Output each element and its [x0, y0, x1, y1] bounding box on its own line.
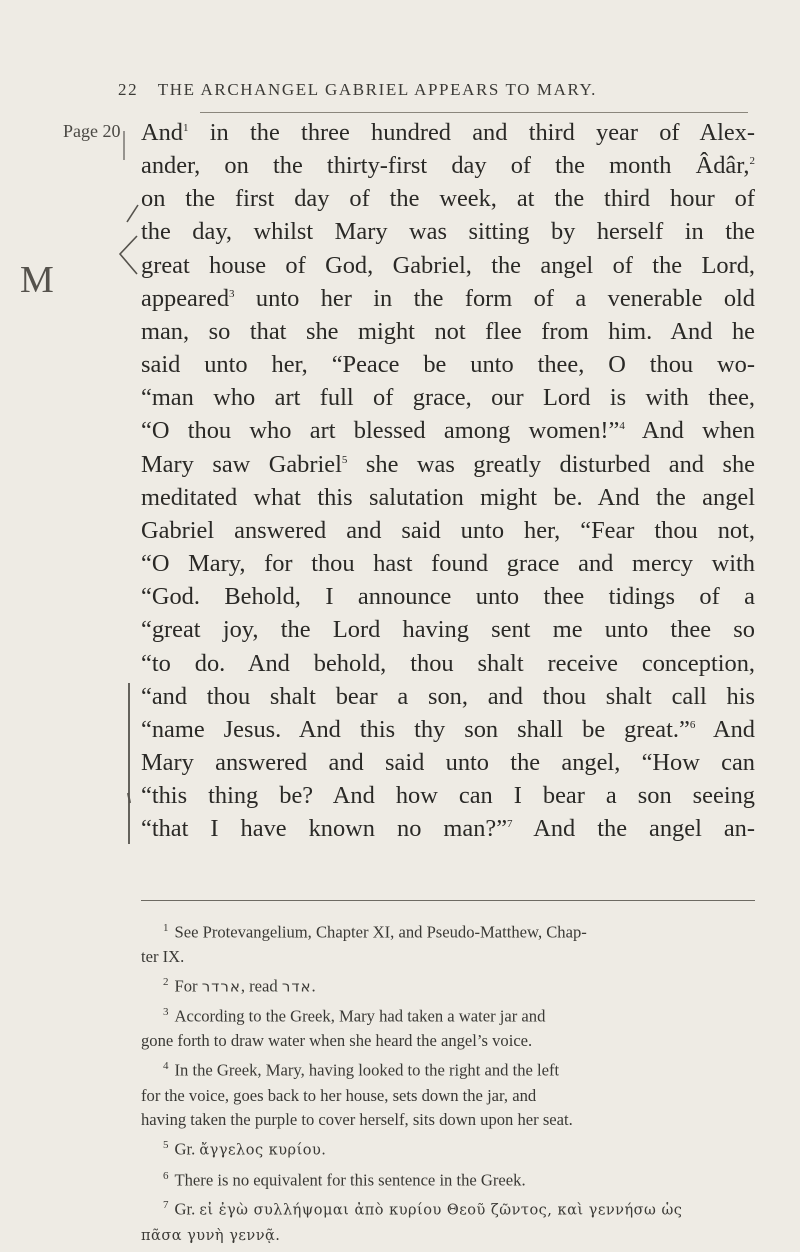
text-line: And$^1$ in the three hundred and third year of Alex- [141, 119, 755, 146]
text-line: “God. Behold, I announce unto thee tidings of a [141, 583, 755, 611]
text-line: “O thou who art blessed among women!”$^4$ And when [141, 417, 755, 445]
footnote-continuation: ter IX. [141, 947, 185, 967]
text-line: “to do. And behold, thou shalt receive conception, [141, 649, 755, 677]
text-line: “and thou shalt bear a son, and thou shalt call his [141, 682, 755, 710]
text-line: “this thing be? And how can I bear a son seeing [141, 782, 755, 810]
running-title: THE ARCHANGEL GABRIEL APPEARS TO MARY. [157, 80, 598, 99]
text-line: ander, on the thirty-first day of the month Âdâr,$^2$ [141, 152, 755, 180]
text-line: meditated what this salutation might be. And the angel [141, 483, 755, 511]
text-line: appeared$^3$ unto her in the form of a venerable old [141, 284, 755, 312]
footnote-reference: 3 [229, 287, 235, 300]
footnotes [141, 916, 755, 1249]
footnote-5: $^5$ Gr. ἄγγελος κυρίου. [163, 1139, 327, 1159]
text-line: great house of God, Gabriel, the angel of the Lord, [141, 251, 755, 279]
text-line: Mary answered and said unto the angel, “How can [141, 748, 755, 776]
margin-page-reference: Page 20 [63, 121, 121, 141]
running-header [118, 80, 718, 100]
footnote-7: $^7$ Gr. εἰ ἐγὼ συλλήψομαι ἀπὸ κυρίου Θεοῦ ζῶντος, καὶ γεννήσω ὡς [163, 1199, 683, 1219]
footnote-6: $^6$ There is no equivalent for this sentence in the Greek. [163, 1169, 526, 1190]
footnote-continuation: for the voice, goes back to her house, sets down the jar, and [141, 1085, 537, 1105]
footnote-reference: 4 [619, 420, 625, 433]
footnote-continuation: πᾶσα γυνὴ γεννᾷ. [141, 1227, 281, 1244]
margin-handwritten-mark: M [20, 259, 54, 301]
text-line: “man who art full of grace, our Lord is with thee, [141, 384, 755, 412]
footnote-rule [141, 900, 755, 901]
text-line: said unto her, “Peace be unto thee, O thou wo- [141, 351, 755, 379]
footnote-continuation: gone forth to draw water when she heard the angel’s voice. [141, 1031, 533, 1051]
footnote-reference: 5 [341, 453, 348, 466]
text-line: man, so that she might not flee from him. And he [141, 317, 755, 345]
footnote-4: $^4$ In the Greek, Mary, having looked to the right and the left [163, 1060, 560, 1080]
main-text [141, 116, 755, 845]
text-line: Gabriel answered and said unto her, “Fear thou not, [141, 516, 755, 544]
footnote-reference: 7 [507, 818, 513, 831]
footnote-reference: 1 [183, 121, 189, 134]
footnote-3: $^3$ According to the Greek, Mary had taken a water jar and [163, 1005, 546, 1026]
text-line: “name Jesus. And this thy son shall be great.”$^6$ And [141, 715, 755, 743]
text-line: the day, whilst Mary was sitting by herself in the [141, 218, 755, 246]
footnote-1: $^1$ See Protevangelium, Chapter XI, and Pseudo-Matthew, Chap- [163, 922, 587, 942]
header-rule [200, 112, 748, 113]
footnote-2: $^2$ For ארדר, read אדר. [163, 976, 316, 996]
page-number: 22 [118, 80, 139, 99]
text-line: “O Mary, for thou hast found grace and mercy with [141, 550, 755, 578]
text-line: “that I have known no man?”$^7$ And the angel an- [141, 815, 756, 843]
footnote-continuation: having taken the purple to cover herself, sits down upon her seat. [141, 1110, 573, 1130]
text-line: “great joy, the Lord having sent me unto thee so [141, 616, 755, 644]
text-line: Mary saw Gabriel$^5$ she was greatly disturbed and she [141, 450, 755, 478]
footnote-reference: 6 [689, 718, 696, 731]
text-line: on the first day of the week, at the third hour of [141, 185, 755, 213]
footnote-reference: 2 [749, 155, 755, 168]
